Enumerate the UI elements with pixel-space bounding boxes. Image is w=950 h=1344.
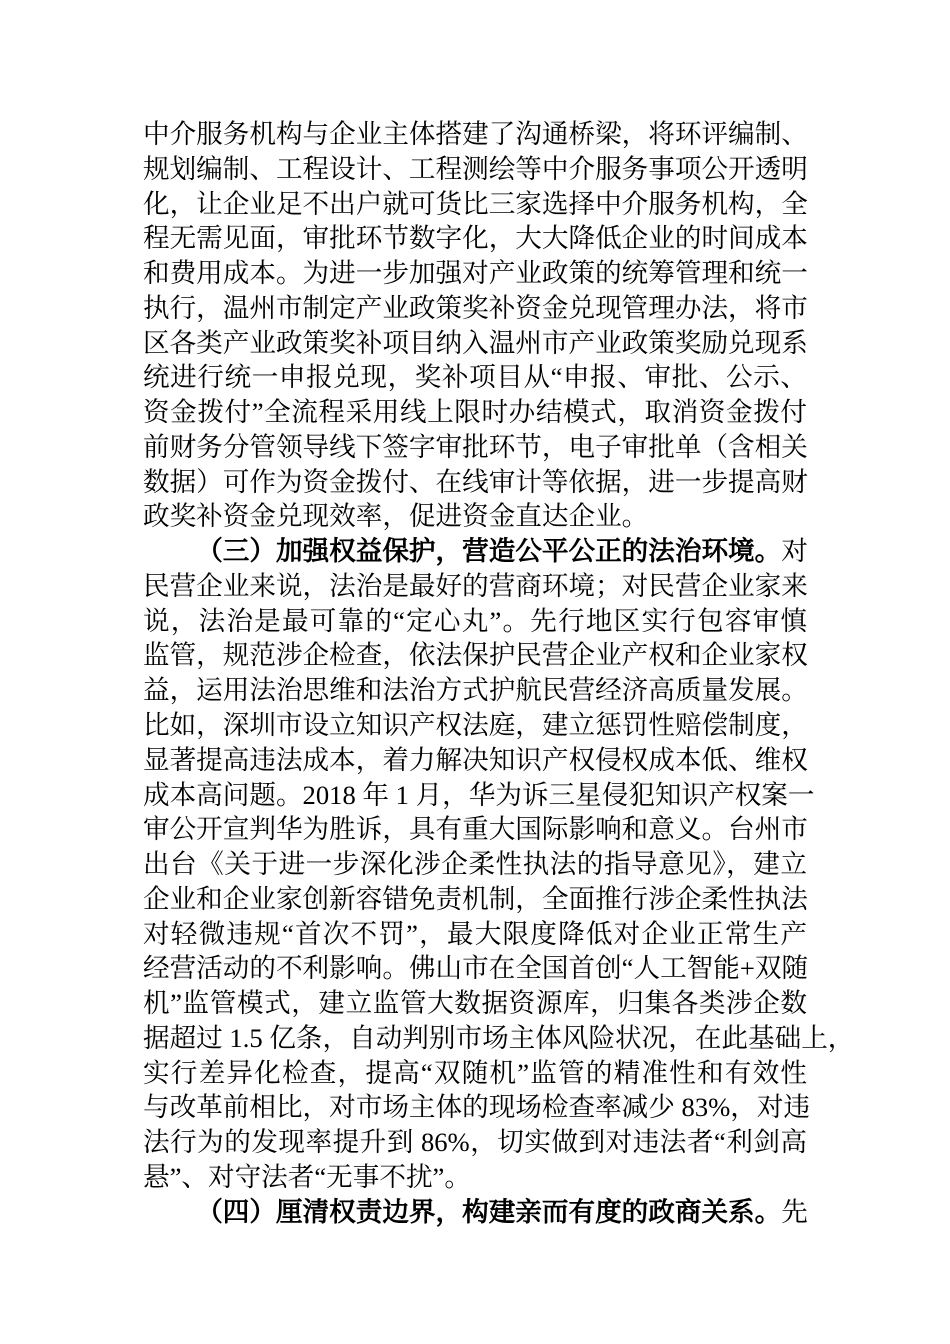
text-line [143, 951, 807, 986]
text-line [143, 360, 807, 395]
body-text: 数据）可作为资金拨付、在线审计等依据，进一步提高财 [143, 466, 808, 497]
body-text: 政奖补资金兑现效率，促进资金直达企业。 [143, 501, 649, 532]
body-text: 悬”、对守法者“无事不扰”。 [143, 1161, 471, 1192]
body-text: 益，运用法治思维和法治方式护航民营经济高质量发展。 [143, 675, 808, 706]
text-line [143, 152, 807, 187]
body-text: 经营活动的不利影响。佛山市在全国首创“人工智能+双随 [143, 953, 809, 984]
text-line [143, 778, 815, 813]
body-text: 民营企业来说，法治是最好的营商环境；对民营企业家来 [143, 570, 808, 601]
text-line [143, 534, 807, 569]
text-line [143, 499, 807, 534]
text-line [143, 847, 807, 882]
text-line [143, 917, 807, 952]
body-text: 和费用成本。为进一步加强对产业政策的统筹管理和统一 [143, 258, 808, 289]
body-text: 成本高问题。2018 年 1 月，华为诉三星侵犯知识产权案一 [143, 779, 815, 810]
document-lines [143, 117, 855, 1230]
text-line [143, 1125, 807, 1160]
body-text: 区各类产业政策奖补项目纳入温州市产业政策奖励兑现系 [143, 327, 808, 358]
body-text: 机”监管模式，建立监管大数据资源库，归集各类涉企数 [143, 988, 807, 1019]
section-heading-text: （三）加强权益保护，营造公平公正的法治环境。 [196, 536, 782, 567]
text-line [143, 743, 807, 778]
text-line [143, 604, 807, 639]
body-text: 企业和企业家创新容错免责机制，全面推行涉企柔性执法 [143, 883, 808, 914]
text-line [143, 395, 807, 430]
text-line [143, 638, 807, 673]
body-text: 资金拨付”全流程采用线上限时办结模式，取消资金拨付 [143, 397, 807, 428]
body-text: 中介服务机构与企业主体搭建了沟通桥梁，将环评编制、 [143, 119, 808, 149]
text-line [143, 882, 807, 917]
body-text: 比如，深圳市设立知识产权法庭，建立惩罚性赔偿制度， [143, 710, 808, 741]
text-line [143, 986, 807, 1021]
text-line [143, 291, 807, 326]
body-text: 显著提高违法成本，着力解决知识产权侵权成本低、维权 [143, 744, 808, 775]
body-text: 法行为的发现率提升到 86%，切实做到对违法者“利剑高 [143, 1127, 807, 1158]
body-text: 实行差异化检查，提高“双随机”监管的精准性和有效性 [143, 1057, 807, 1088]
text-line [143, 1195, 807, 1230]
body-text: 先 [781, 1196, 808, 1227]
body-text: 说，法治是最可靠的“定心丸”。先行地区实行包容审慎 [143, 605, 807, 636]
body-text: 程无需见面，审批环节数字化，大大降低企业的时间成本 [143, 223, 808, 254]
body-text: 审公开宣判华为胜诉，具有重大国际影响和意义。台州市 [143, 814, 808, 845]
document-text-block [143, 117, 855, 1230]
body-text: 出台《关于进一步深化涉企柔性执法的指导意见》，建立 [143, 849, 807, 880]
body-text: 化，让企业足不出户就可货比三家选择中介服务机构，全 [143, 188, 808, 219]
text-line [143, 1056, 807, 1091]
text-line [143, 569, 807, 604]
text-line [143, 117, 807, 152]
text-line [143, 673, 807, 708]
text-line [143, 465, 807, 500]
text-line [143, 256, 807, 291]
text-line [143, 221, 807, 256]
body-text: 对轻微违规“首次不罚”，最大限度降低对企业正常生产 [143, 918, 807, 949]
body-text: 监管，规范涉企检查，依法保护民营企业产权和企业家权 [143, 640, 808, 671]
body-text: 与改革前相比，对市场主体的现场检查率减少 83%，对违 [143, 1092, 811, 1123]
body-text: 规划编制、工程设计、工程测绘等中介服务事项公开透明 [143, 153, 808, 184]
text-line [143, 1090, 811, 1125]
section-heading-text: （四）厘清权责边界，构建亲而有度的政商关系。 [196, 1196, 782, 1227]
text-line [143, 1160, 807, 1195]
text-line [143, 326, 807, 361]
text-line [143, 430, 807, 465]
body-text: 统进行统一申报兑现，奖补项目从“申报、审批、公示、 [143, 362, 807, 393]
text-line [143, 708, 807, 743]
body-text: 执行，温州市制定产业政策奖补资金兑现管理办法，将市 [143, 292, 808, 323]
text-line [143, 812, 807, 847]
body-text: 对 [781, 536, 808, 567]
body-text: 前财务分管领导线下签字审批环节，电子审批单（含相关 [143, 431, 808, 462]
body-text: 据超过 1.5 亿条，自动判别市场主体风险状况，在此基础上， [143, 1022, 855, 1053]
text-line [143, 1021, 855, 1056]
text-line [143, 187, 807, 222]
